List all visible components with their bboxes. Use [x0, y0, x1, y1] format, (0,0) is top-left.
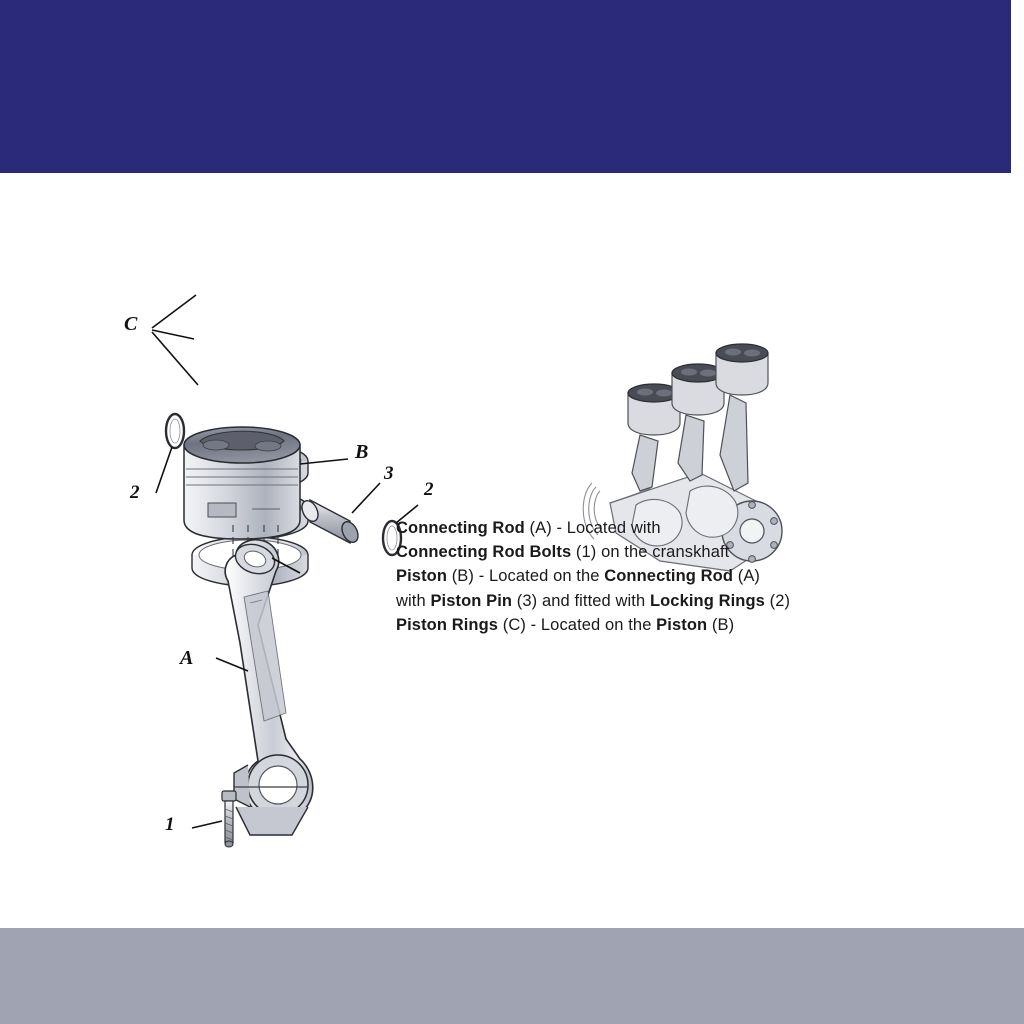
- callout-label-A: A: [180, 647, 194, 669]
- diagram-caption: [396, 516, 866, 637]
- caption-line: Connecting Rod (A) - Located with: [396, 519, 661, 537]
- footer-band: [0, 928, 1024, 1024]
- caption-line: Piston Rings (C) - Located on the Piston (B): [396, 615, 735, 634]
- callout-label-3: 3: [384, 463, 394, 484]
- callout-label-C: C: [124, 313, 138, 335]
- connecting-rod-bolt: [222, 791, 236, 847]
- caption-line: Piston (B) - Located on the Connecting Rod (A): [396, 567, 761, 586]
- header-band: [0, 0, 1011, 173]
- connecting-rod: [225, 540, 313, 835]
- leader-lines-C: [152, 295, 198, 385]
- caption-line: with Piston Pin (3) and fitted with Locking Rings (2): [396, 591, 791, 610]
- callout-label-1: 1: [165, 814, 175, 835]
- callout-label-B: B: [355, 441, 369, 463]
- caption-line: Connecting Rod Bolts (1) on the cranskhaft: [396, 543, 730, 562]
- locking-ring-left: [166, 414, 184, 448]
- callout-label-2-right: 2: [424, 479, 434, 500]
- callout-label-2-left: 2: [130, 482, 140, 503]
